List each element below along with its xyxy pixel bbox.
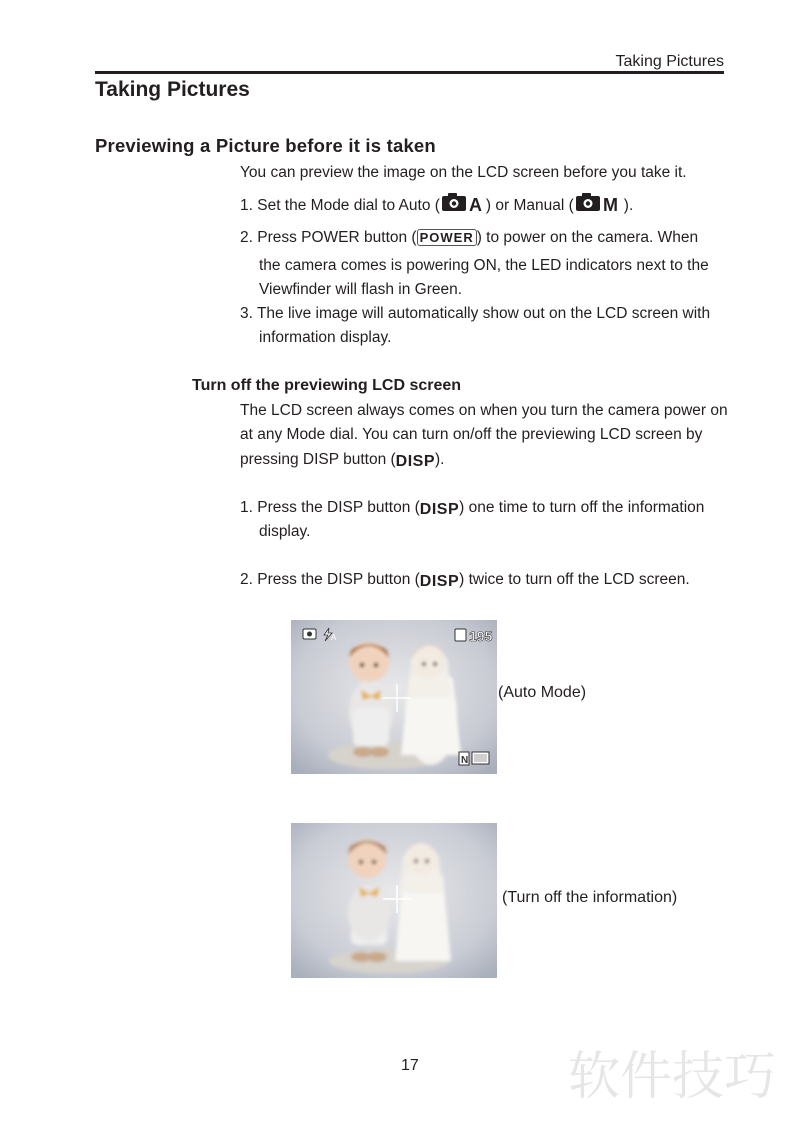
subsection-para-line3 xyxy=(240,448,444,474)
svg-text:A: A xyxy=(331,633,337,642)
disp-step-2-suffix: ) twice to turn off the LCD screen. xyxy=(459,571,690,588)
step-3-line1: 3. The live image will automatically show out on the LCD screen with xyxy=(240,305,711,322)
step-2-line3: Viewfinder will flash in Green. xyxy=(259,281,463,298)
disp-step-1-line2: display. xyxy=(259,523,311,540)
quality-mode-icon xyxy=(459,752,469,766)
watermark-logo xyxy=(568,1046,792,1109)
figurine-photo xyxy=(291,823,497,978)
step-1-middle: ) or Manual ( xyxy=(485,197,574,215)
shots-remaining: 195 xyxy=(469,628,493,644)
step-1-suffix: ). xyxy=(623,197,634,215)
step-2-line2: the camera comes is powering ON, the LED indicators next to the xyxy=(259,257,709,274)
page-number: 17 xyxy=(401,1057,419,1074)
figurine-photo xyxy=(291,620,497,774)
svg-text:M: M xyxy=(602,195,618,213)
lcd-preview-info-off xyxy=(291,823,497,978)
disp-button-icon: DISP xyxy=(419,573,460,590)
caption-info-off: (Turn off the information) xyxy=(502,889,678,906)
page-title: Taking Pictures xyxy=(95,78,250,101)
subsection-para-line1: The LCD screen always comes on when you turn the camera power on xyxy=(240,402,728,419)
manual-mode-icon xyxy=(574,191,624,221)
subsection-para-line2: at any Mode dial. You can turn on/off the previewing LCD screen by xyxy=(240,426,703,443)
auto-mode-icon xyxy=(440,191,486,221)
para-line3-suffix: ). xyxy=(435,451,445,468)
header-rule xyxy=(95,71,724,74)
disp-button-icon: DISP xyxy=(419,501,460,518)
section-intro: You can preview the image on the LCD screen before you take it. xyxy=(240,164,687,181)
memory-card-icon xyxy=(455,629,466,641)
subsection-title: Turn off the previewing LCD screen xyxy=(192,377,462,394)
disp-button-icon: DISP xyxy=(395,453,436,470)
step-1-prefix: 1. Set the Mode dial to Auto ( xyxy=(240,197,440,215)
step-1 xyxy=(240,191,633,221)
svg-text:A: A xyxy=(468,195,482,213)
mode-letter: N xyxy=(461,755,469,766)
disp-step-1-suffix: ) one time to turn off the information xyxy=(459,499,705,516)
lcd-preview-auto-mode xyxy=(291,620,497,774)
disp-step-2-prefix: 2. Press the DISP button ( xyxy=(240,571,420,588)
power-button-icon: POWER xyxy=(417,229,477,246)
step-3-line2: information display. xyxy=(259,329,392,346)
running-header: Taking Pictures xyxy=(615,53,724,70)
disp-step-1-prefix: 1. Press the DISP button ( xyxy=(240,499,420,516)
battery-icon xyxy=(472,752,489,764)
step-2-line1-suffix: ) to power on the camera. When xyxy=(476,229,699,246)
disp-step-1 xyxy=(240,496,704,522)
caption-auto-mode: (Auto Mode) xyxy=(498,684,587,701)
step-2 xyxy=(240,226,724,250)
step-2-prefix: 2. Press POWER button ( xyxy=(240,229,417,246)
section-title: Previewing a Picture before it is taken xyxy=(95,135,436,156)
camera-mode-icon xyxy=(303,629,316,639)
disp-step-2 xyxy=(240,568,690,594)
para-line3-prefix: pressing DISP button ( xyxy=(240,451,396,468)
svg-text:软件技巧: 软件技巧 xyxy=(568,1047,777,1104)
